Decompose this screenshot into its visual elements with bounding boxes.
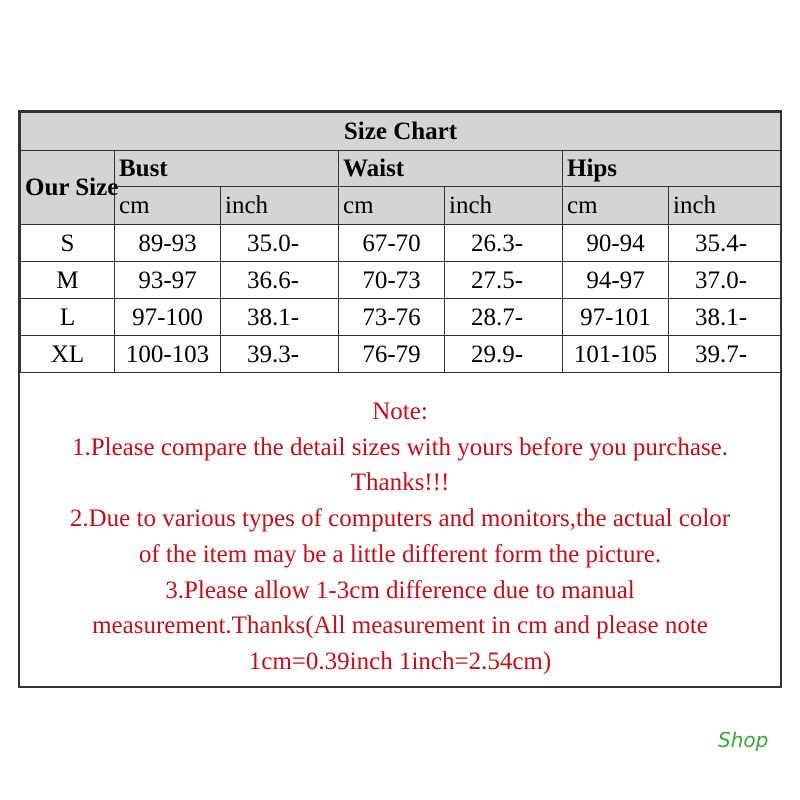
hips-inch-value: 37.0- <box>669 262 781 299</box>
bust-cm-value: 93-97 <box>115 262 221 299</box>
bust-cm-value: 100-103 <box>115 336 221 373</box>
size-chart <box>18 110 782 688</box>
table-row <box>21 299 781 336</box>
notes-section <box>20 394 780 680</box>
note-line: measurement.Thanks(All measurement in cm and please note <box>92 612 708 640</box>
hips-cm-value: 90-94 <box>563 225 669 262</box>
table-row <box>21 336 781 373</box>
table-row <box>21 262 781 299</box>
bust-header: Bust <box>115 151 339 187</box>
hips-inch-value: 35.4- <box>669 225 781 262</box>
note-line: of the item may be a little different form the picture. <box>138 540 662 568</box>
size-label: M <box>21 262 115 299</box>
size-chart-title: Size Chart <box>21 113 781 151</box>
waist-cm-value: 70-73 <box>339 262 445 299</box>
waist-inch-value: 28.7- <box>445 299 563 336</box>
waist-cm-value: 73-76 <box>339 299 445 336</box>
table-row <box>21 225 781 262</box>
size-label: XL <box>21 336 115 373</box>
waist-cm-header: cm <box>339 187 445 225</box>
waist-header: Waist <box>339 151 563 187</box>
note-line: Thanks!!! <box>350 469 450 497</box>
hips-inch-value: 39.7- <box>669 336 781 373</box>
note-line: 1.Please compare the detail sizes with yours before you purchase. <box>71 433 729 461</box>
bust-inch-header: inch <box>221 187 339 225</box>
hips-cm-value: 101-105 <box>563 336 669 373</box>
size-label: L <box>21 299 115 336</box>
hips-inch-value: 38.1- <box>669 299 781 336</box>
hips-cm-value: 94-97 <box>563 262 669 299</box>
shop-watermark: Shop <box>718 728 769 752</box>
note-line: 2.Due to various types of computers and monitors,the actual color <box>69 505 731 533</box>
waist-inch-value: 29.9- <box>445 336 563 373</box>
size-label: S <box>21 225 115 262</box>
bust-cm-value: 97-100 <box>115 299 221 336</box>
bust-inch-value: 39.3- <box>221 336 339 373</box>
bust-inch-value: 36.6- <box>221 262 339 299</box>
bust-cm-header: cm <box>115 187 221 225</box>
waist-cm-value: 76-79 <box>339 336 445 373</box>
hips-cm-header: cm <box>563 187 669 225</box>
note-heading: Note: <box>372 398 428 425</box>
waist-cm-value: 67-70 <box>339 225 445 262</box>
bust-cm-value: 89-93 <box>115 225 221 262</box>
hips-cm-value: 97-101 <box>563 299 669 336</box>
waist-inch-value: 27.5- <box>445 262 563 299</box>
bust-inch-value: 35.0- <box>221 225 339 262</box>
bust-inch-value: 38.1- <box>221 299 339 336</box>
waist-inch-value: 26.3- <box>445 225 563 262</box>
note-line: 1cm=0.39inch 1inch=2.54cm) <box>248 647 552 675</box>
hips-header: Hips <box>563 151 781 187</box>
size-table <box>20 112 781 373</box>
our-size-header: Our Size <box>21 151 115 225</box>
waist-inch-header: inch <box>445 187 563 225</box>
note-line: 3.Please allow 1-3cm difference due to manual <box>165 576 635 604</box>
hips-inch-header: inch <box>669 187 781 225</box>
